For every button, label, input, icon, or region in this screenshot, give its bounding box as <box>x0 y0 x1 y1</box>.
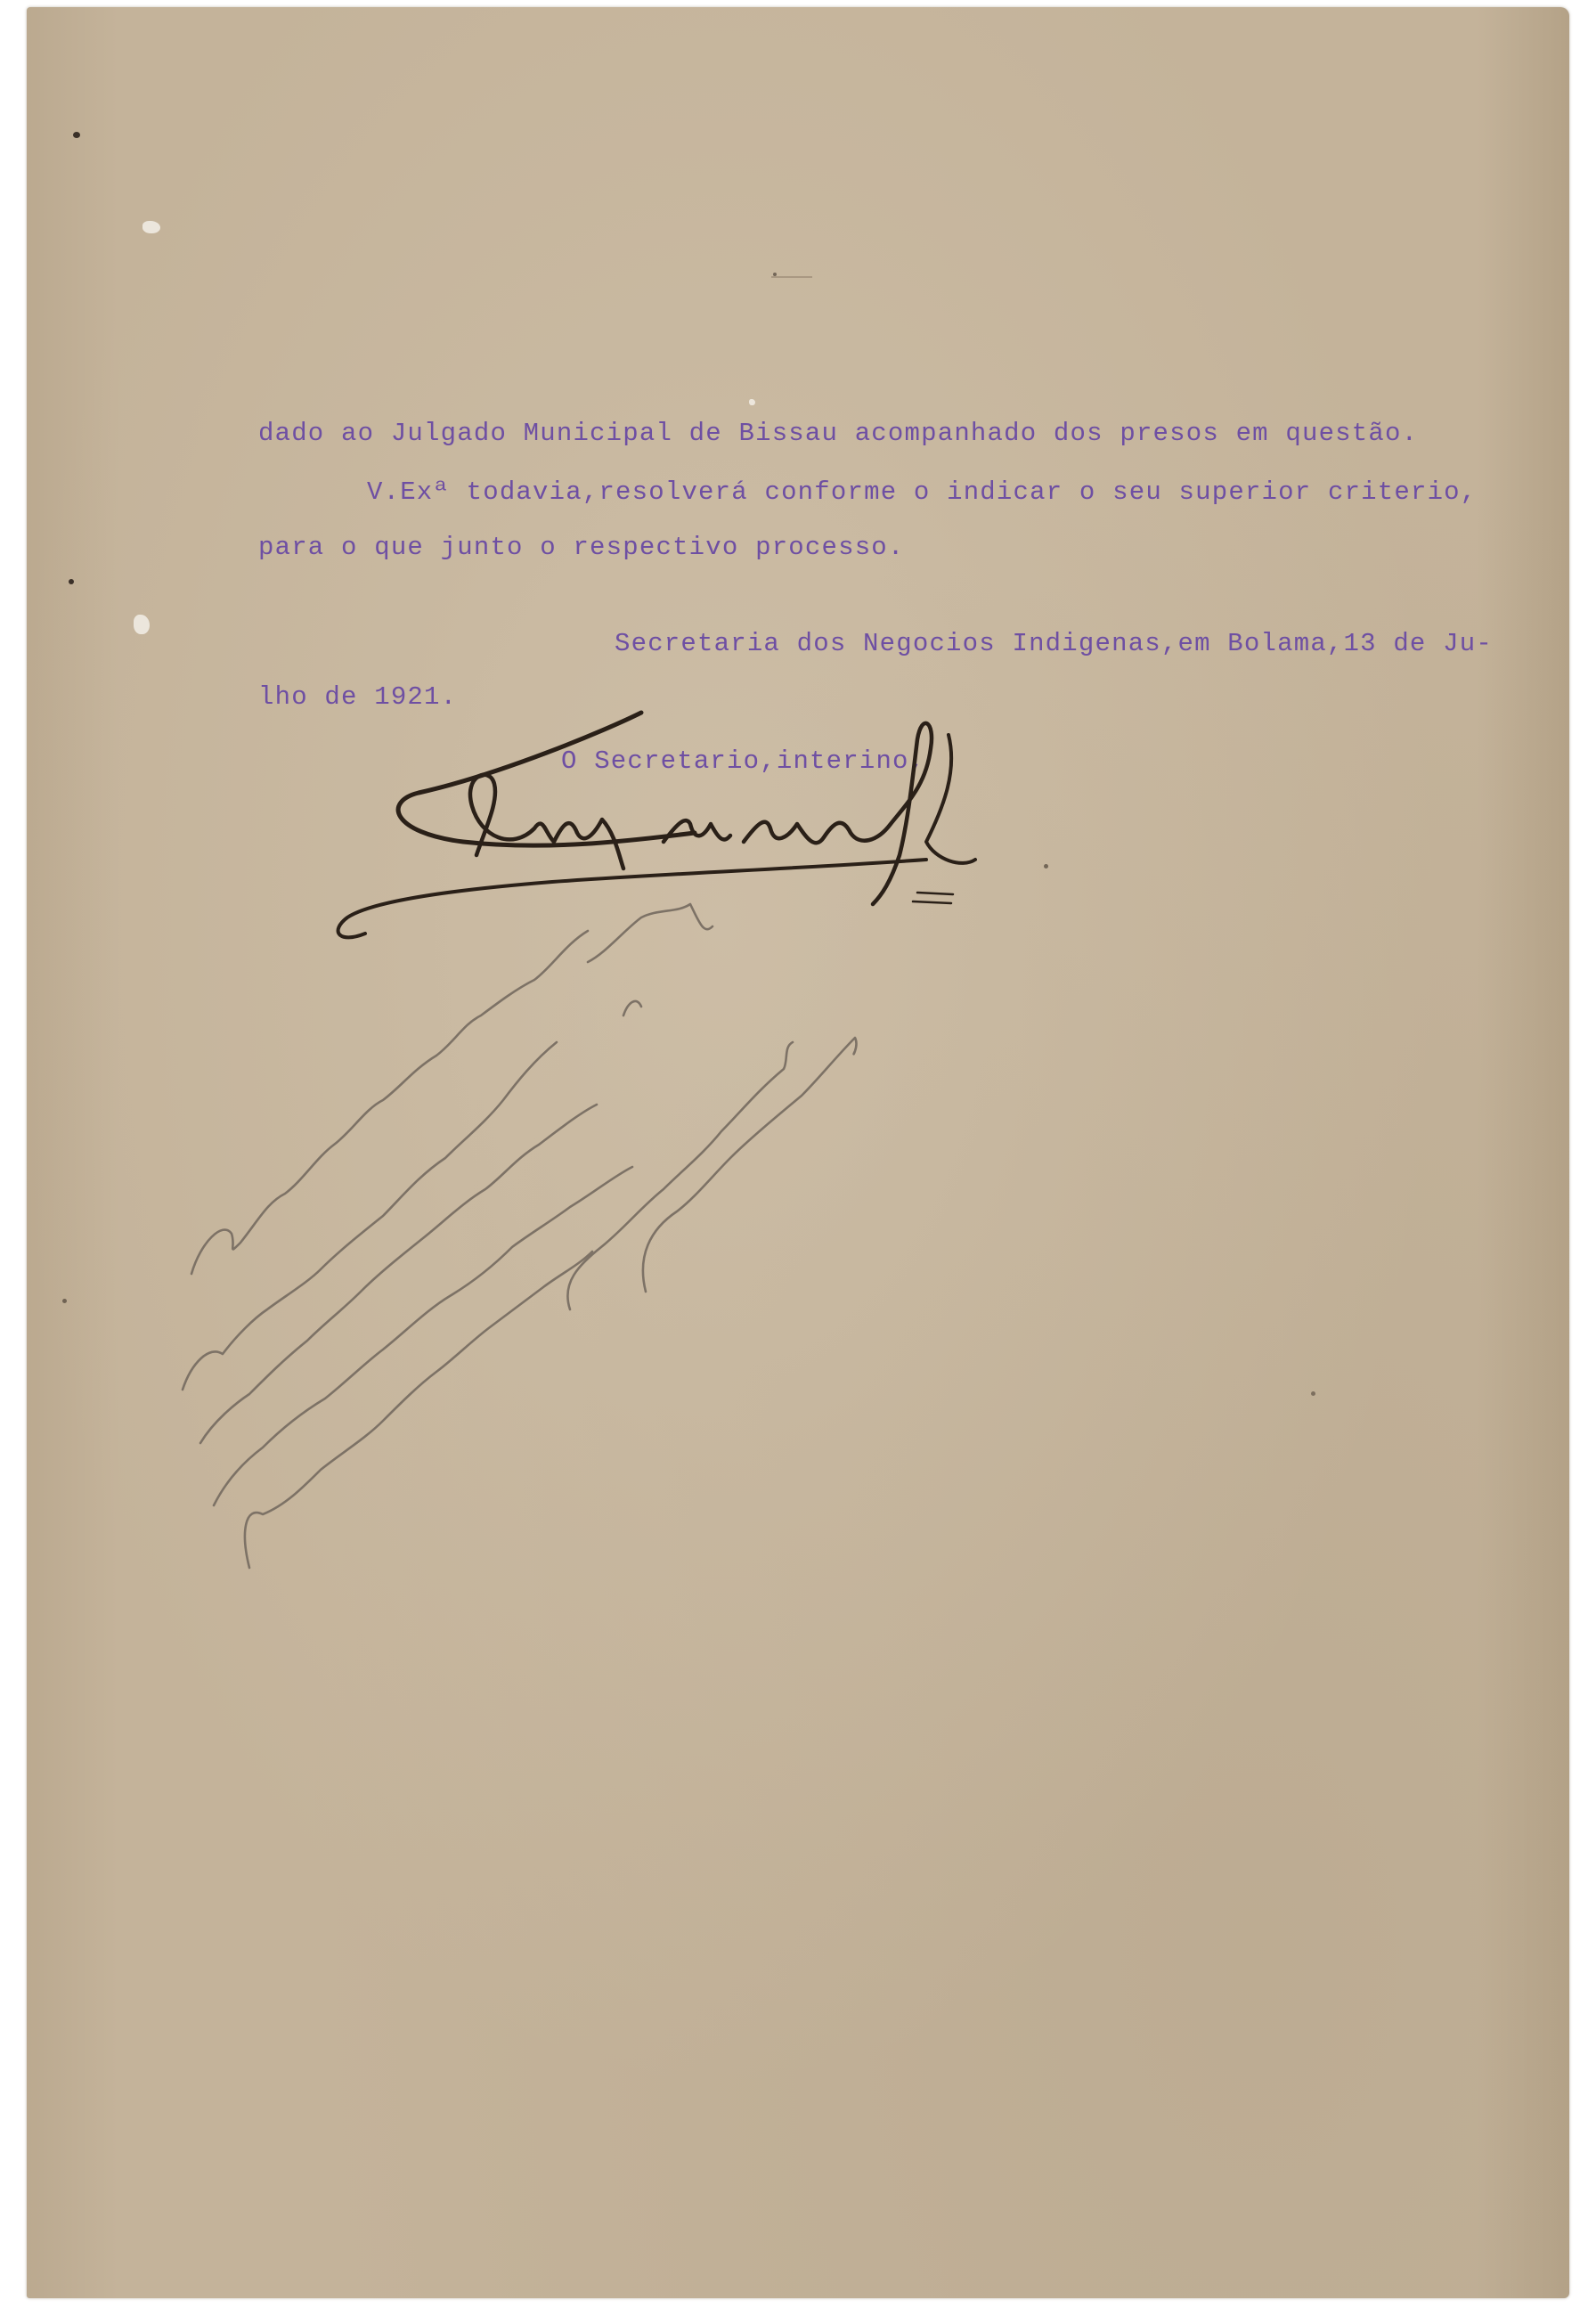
paper-spot <box>749 399 755 405</box>
dateline: Secretaria dos Negocios Indigenas,em Bolama,13 de Ju- <box>615 629 1493 658</box>
body-line-2: V.Exª todavia,resolverá conforme o indicar o seu superior criterio, <box>367 477 1478 507</box>
body-line-3: para o que junto o respectivo processo. <box>258 533 905 562</box>
body-line-1: dado ao Julgado Municipal de Bissau acompanhado dos presos em questão. <box>258 419 1419 448</box>
speck-mark <box>1311 1391 1315 1396</box>
document-page <box>27 7 1569 2298</box>
speck-mark <box>73 132 80 138</box>
stray-mark <box>771 276 812 278</box>
speck-mark <box>69 579 74 584</box>
binding-hole <box>142 221 160 233</box>
speck-mark <box>62 1299 67 1303</box>
dateline-continued: lho de 1921. <box>258 682 458 712</box>
speck-mark <box>1044 864 1048 868</box>
signatory-title: O Secretario,interino, <box>561 746 926 776</box>
binding-hole <box>134 615 150 634</box>
